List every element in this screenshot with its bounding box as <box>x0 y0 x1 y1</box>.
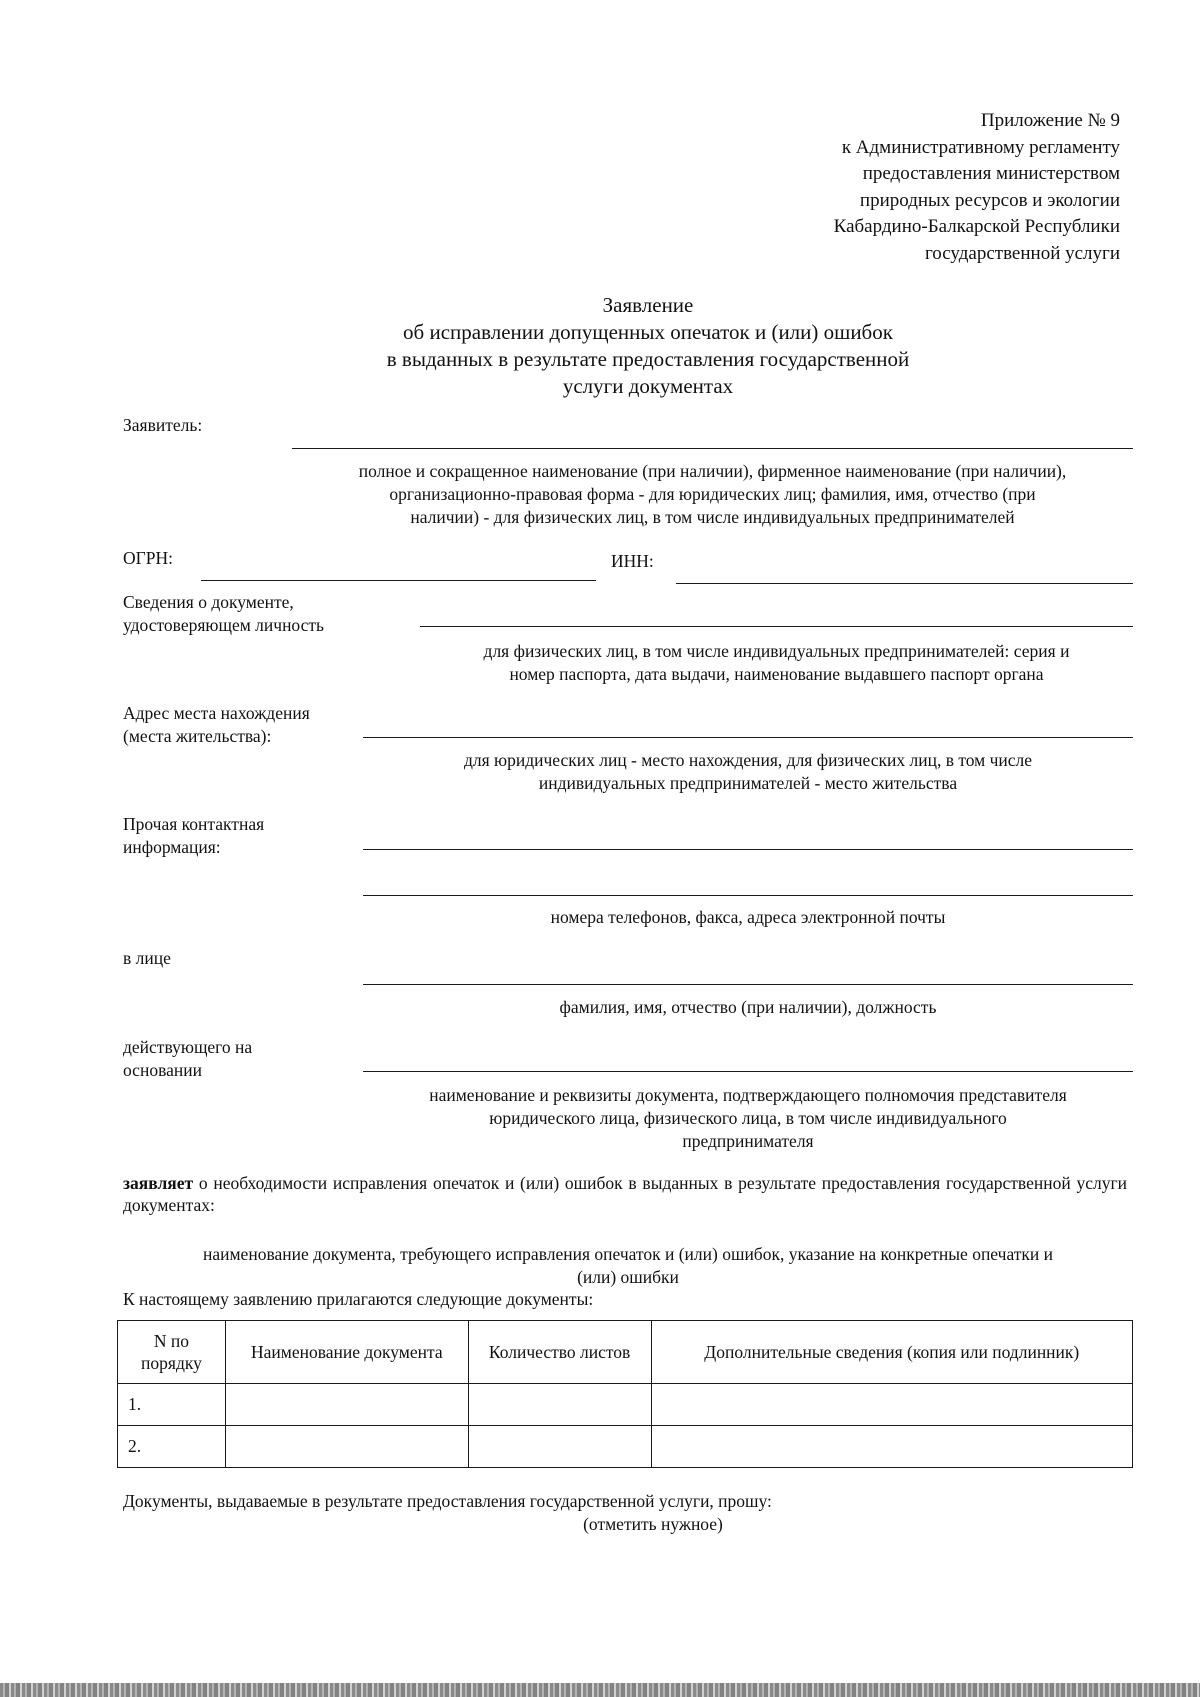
header-number: N по порядку <box>118 1321 226 1384</box>
declaration-rest: о необходимости исправления опечаток и (или) ошибок в выданных в результате предоставления государственной услуги документах: <box>123 1173 1127 1215</box>
hint-line: для физических лиц, в том числе индивидуальных предпринимателей: серия и <box>483 641 1070 661</box>
address-hint <box>363 749 1133 795</box>
label-line: основании <box>123 1060 202 1080</box>
hint-line: индивидуальных предпринимателей - место жительства <box>538 773 958 793</box>
hint-line: (или) ошибки <box>577 1267 679 1287</box>
contact-field-1[interactable] <box>363 849 1133 850</box>
row-additional-cell[interactable] <box>651 1384 1132 1426</box>
appendix-header <box>834 108 1120 267</box>
table-row <box>118 1384 1133 1426</box>
hint-line: номер паспорта, дата выдачи, наименование выдавшего паспорт органа <box>509 664 1044 684</box>
hint-line: для юридических лиц - место нахождения, для физических лиц, в том числе <box>463 750 1033 770</box>
applicant-hint <box>292 460 1133 529</box>
table-row <box>118 1426 1133 1468</box>
header-additional-info: Дополнительные сведения (копия или подлинник) <box>651 1321 1132 1384</box>
issuance-text: Документы, выдаваемые в результате предоставления государственной услуги, прошу: <box>123 1491 772 1511</box>
label-line: (места жительства): <box>123 726 272 746</box>
label-line: действующего на <box>123 1037 253 1057</box>
ogrn-label: ОГРН: <box>123 548 173 568</box>
row-sheets-cell[interactable] <box>468 1426 651 1468</box>
appendix-line: к Административному регламенту <box>841 136 1120 158</box>
contact-field-2[interactable] <box>363 895 1133 896</box>
label-line: Адрес места нахождения <box>123 703 310 723</box>
issuance-hint <box>123 1513 1183 1536</box>
label-line: Прочая контактная <box>123 814 265 834</box>
hint-line: наличии) - для физических лиц, в том числе индивидуальных предпринимателей <box>410 507 1015 527</box>
applicant-field[interactable] <box>292 448 1133 449</box>
label-line: информация: <box>123 837 221 857</box>
basis-field[interactable] <box>363 1071 1133 1072</box>
row-additional-cell[interactable] <box>651 1426 1132 1468</box>
label-line: Сведения о документе, <box>123 592 294 612</box>
title-line: об исправлении допущенных опечаток и (или) ошибок <box>403 320 893 344</box>
contact-label <box>123 813 264 859</box>
applicant-label: Заявитель: <box>123 415 203 435</box>
represented-hint <box>363 996 1133 1019</box>
basis-label <box>123 1036 252 1082</box>
attachments-intro: К настоящему заявлению прилагаются следующие документы: <box>123 1289 594 1309</box>
declaration-text <box>123 1172 1127 1216</box>
hint-line: предпринимателя <box>682 1131 814 1151</box>
table-header-row <box>118 1321 1133 1384</box>
title-line: Заявление <box>602 293 694 317</box>
title-line: услуги документах <box>562 374 734 398</box>
hint-line: организационно-правовая форма - для юридических лиц; фамилия, имя, отчество (при <box>389 484 1036 504</box>
hint-line: юридического лица, физического лица, в том числе индивидуального <box>489 1108 1007 1128</box>
document-title <box>0 292 1200 400</box>
hint-line: наименование и реквизиты документа, подтверждающего полномочия представителя <box>429 1085 1067 1105</box>
represented-label: в лице <box>123 948 171 968</box>
appendix-line: природных ресурсов и экологии <box>859 189 1120 211</box>
row-number: 2. <box>118 1426 226 1468</box>
declaration-bold: заявляет <box>123 1173 194 1193</box>
appendix-line: предоставления министерством <box>862 163 1120 184</box>
address-label <box>123 702 310 748</box>
identity-doc-hint <box>420 640 1133 686</box>
title-line: в выданных в результате предоставления государственной <box>386 347 910 371</box>
hint-line: номера телефонов, факса, адреса электронной почты <box>550 907 946 927</box>
label-line: удостоверяющем личность <box>123 615 325 635</box>
header-sheets: Количество листов <box>468 1321 651 1384</box>
header-doc-name: Наименование документа <box>225 1321 468 1384</box>
row-sheets-cell[interactable] <box>468 1384 651 1426</box>
attachments-table <box>117 1320 1133 1468</box>
address-field[interactable] <box>363 737 1133 738</box>
basis-hint <box>363 1084 1133 1153</box>
hint-line: фамилия, имя, отчество (при наличии), должность <box>559 997 937 1017</box>
ogrn-field[interactable] <box>201 580 596 581</box>
appendix-line: Кабардино-Балкарской Республики <box>833 216 1120 237</box>
appendix-line: Приложение № 9 <box>980 110 1120 131</box>
appendix-line: государственной услуги <box>924 242 1120 264</box>
inn-label: ИНН: <box>611 551 654 571</box>
inn-field[interactable] <box>676 583 1133 584</box>
row-number: 1. <box>118 1384 226 1426</box>
row-doc-name-cell[interactable] <box>225 1426 468 1468</box>
hint-line: (отметить нужное) <box>583 1514 723 1534</box>
hint-line: полное и сокращенное наименование (при наличии), фирменное наименование (при наличии), <box>358 461 1067 481</box>
doc-to-fix-hint <box>123 1243 1133 1289</box>
hint-line: наименование документа, требующего исправления опечаток и (или) ошибок, указание на конкретные опечатки и <box>202 1244 1054 1264</box>
identity-doc-label <box>123 591 324 637</box>
row-doc-name-cell[interactable] <box>225 1384 468 1426</box>
represented-field[interactable] <box>363 984 1133 985</box>
identity-doc-field[interactable] <box>420 626 1133 627</box>
contact-hint <box>363 906 1133 929</box>
scan-edge-artifact <box>0 1683 1200 1697</box>
